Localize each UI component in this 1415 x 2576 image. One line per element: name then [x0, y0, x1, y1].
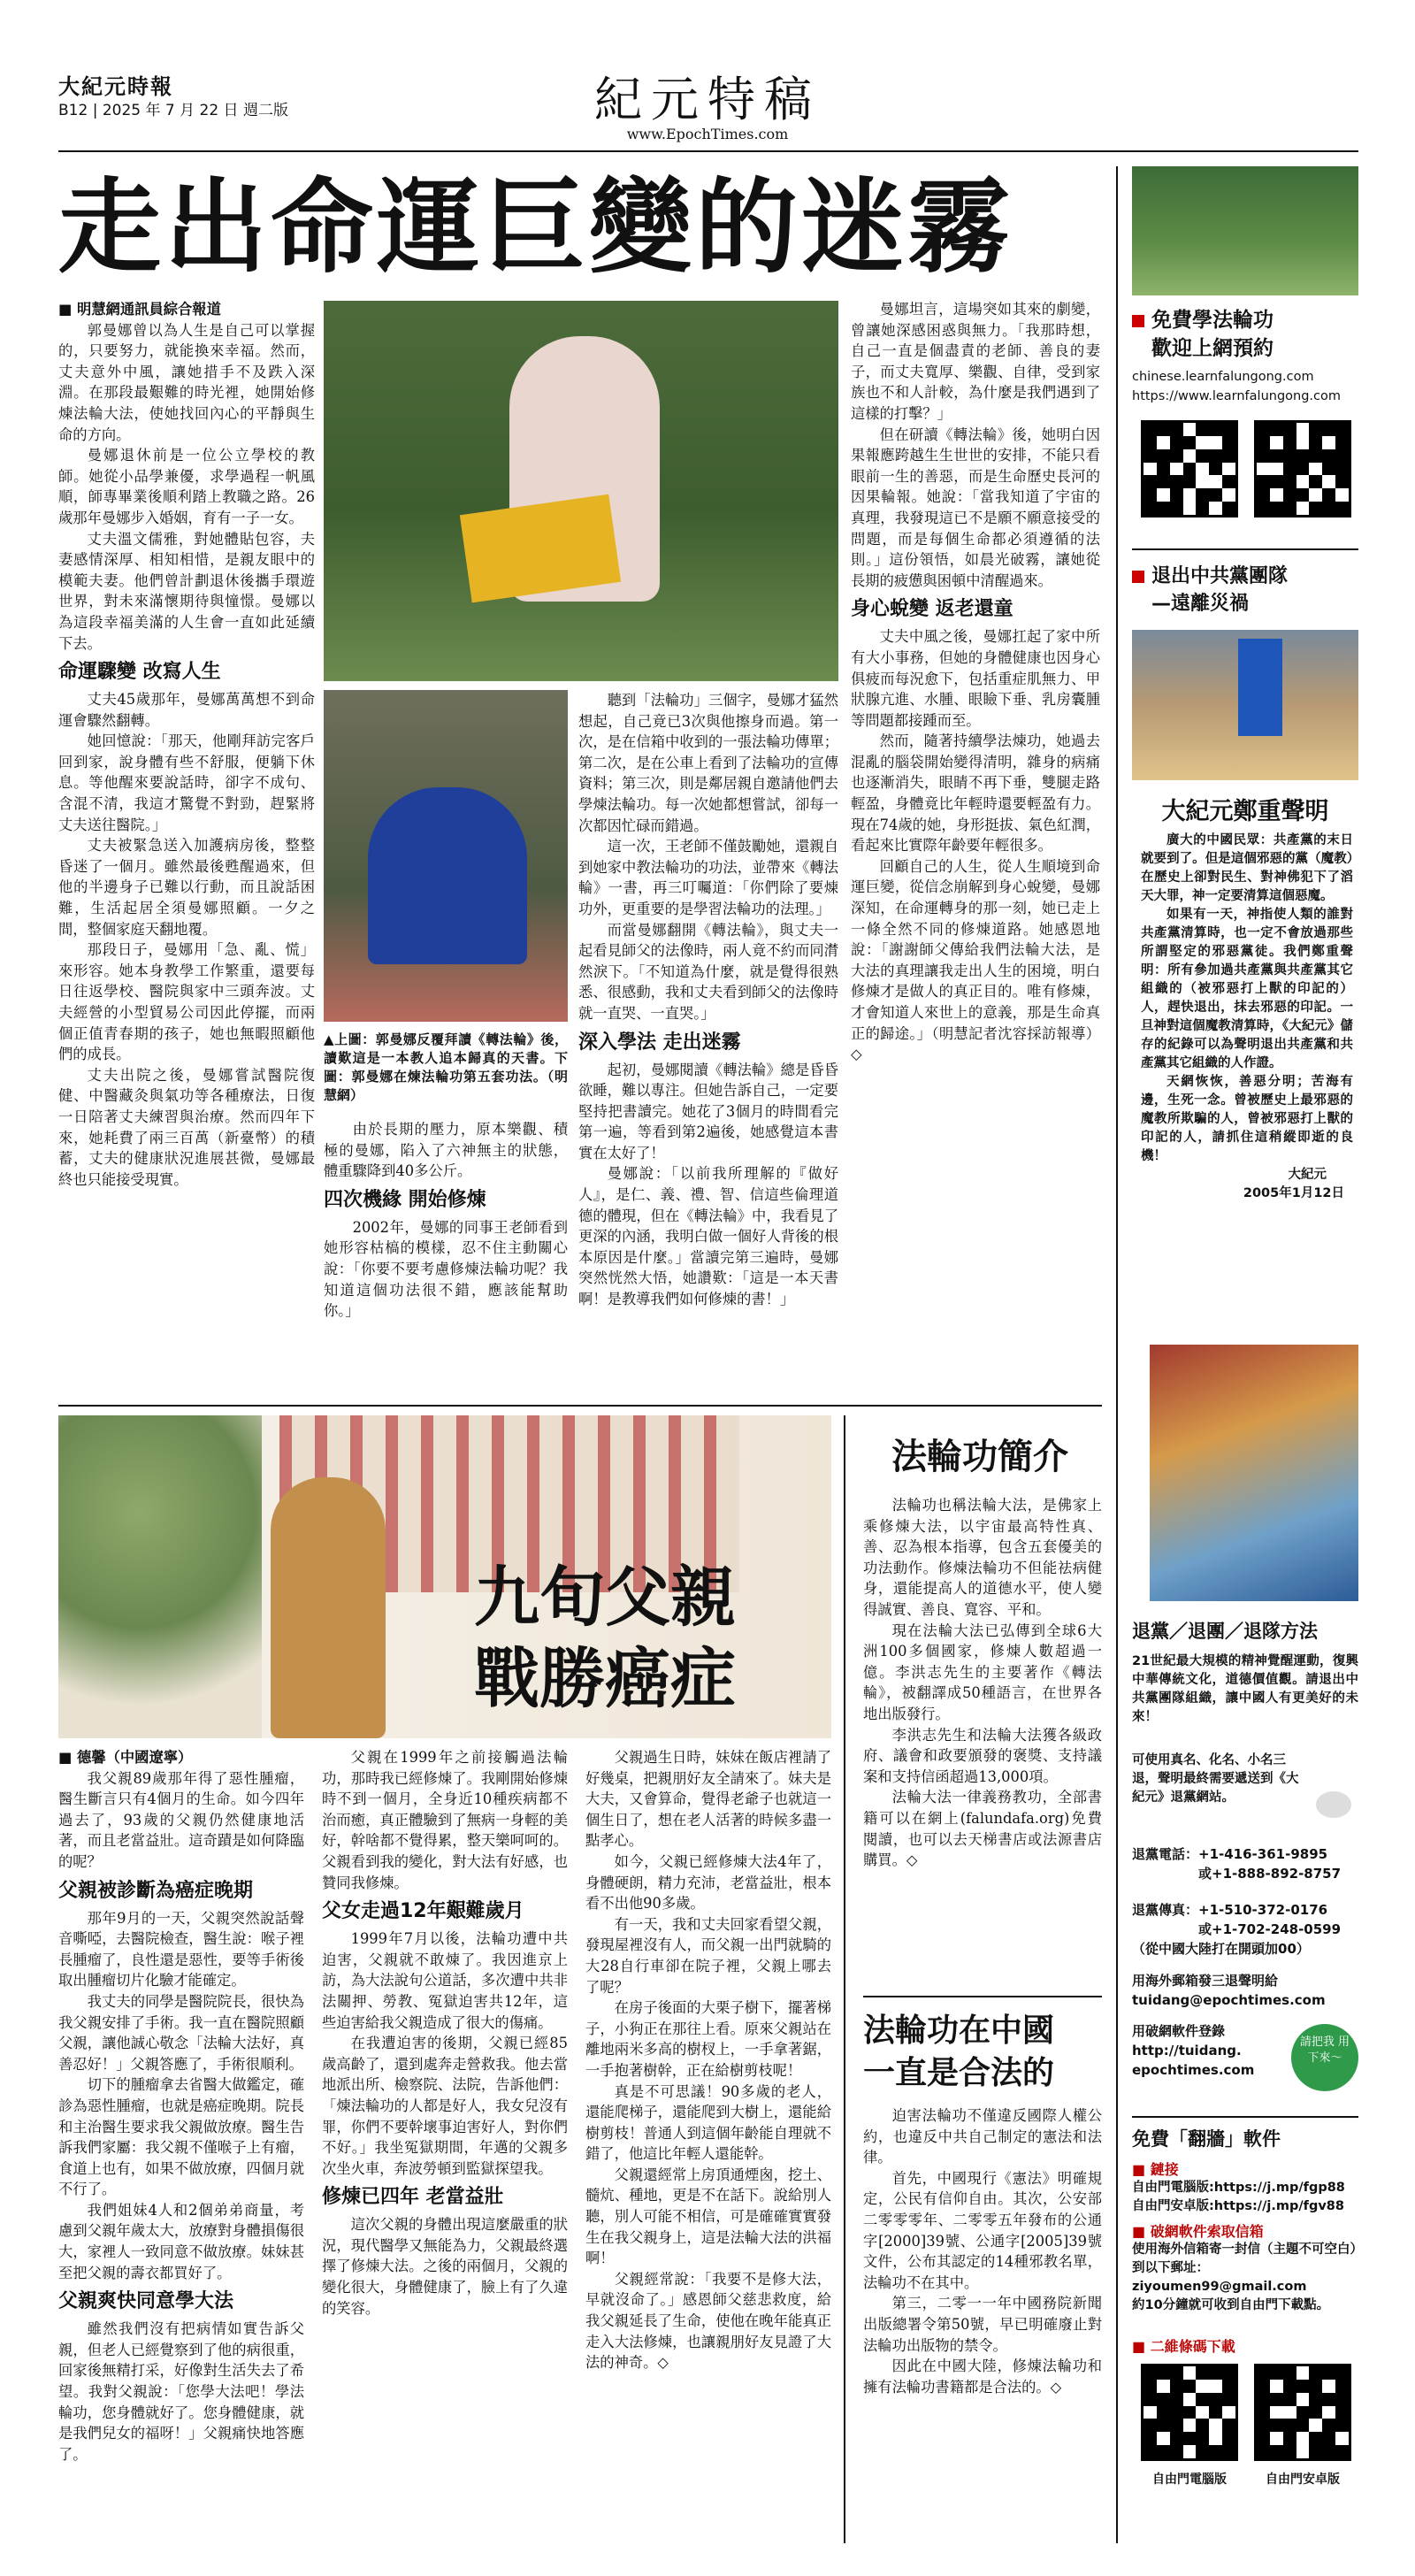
section-title: 紀元特稿 — [594, 72, 821, 127]
article1-byline: ■ 明慧網通訊員綜合報道 — [58, 301, 221, 318]
fax-note: （從中國大陸打在開頭加00） — [1132, 1941, 1310, 1957]
paragraph: 第三，二零一一年中國務院新聞出版總署令第50號，早已明確廢止對法輪功出版物的禁令。 — [863, 2295, 1102, 2354]
subhead: 四次機緣 開始修煉 — [324, 1188, 486, 1211]
meditation-photo — [324, 690, 568, 1022]
quit-fax — [1132, 1900, 1358, 1959]
subhead: 父女走過12年艱難歲月 — [322, 1900, 524, 1923]
request-note: 約10分鐘就可收到自由門下載點。 — [1132, 2298, 1330, 2312]
paragraph: 然而，隨著持續學法煉功，她過去混亂的腦袋開始變得清明，雜身的病痛也逐漸消失，眼睛不再下垂，雙腿走路輕盈，身體竟比年輕時還要輕盈有力。現在74歲的她，身形挺拔、氣色紅潤，看起來比實際年齡要年輕很多。 — [851, 732, 1100, 855]
article1-column-3 — [578, 690, 838, 1396]
paragraph: 丈夫中風之後，曼娜扛起了家中所有大小事務，但她的身體健康也因身心俱疲而每況愈下，包括重症肌無力、甲狀腺亢進、水腫、眼瞼下垂、乳房囊腫等問題都接踵而至。 — [851, 628, 1100, 729]
request-title: ■ 破網軟件索取信箱 — [1132, 2223, 1264, 2240]
sidebar-rule — [1132, 2116, 1358, 2118]
legal-divider — [863, 1996, 1102, 1997]
article2-headline — [474, 1557, 828, 1720]
subhead: 父親被診斷為癌症晚期 — [58, 1879, 254, 1902]
quit-party-title-line1: 退出中共黨團隊 — [1132, 563, 1358, 590]
paragraph: 廣大的中國民眾：共產黨的末日就要到了。但是這個邪惡的黨（魔教）在歷史上卻對民生、對神佛犯下了滔天大罪，神一定要清算這個惡魔。 — [1141, 833, 1353, 903]
reading-photo — [324, 301, 838, 681]
statement-title: 大紀元鄭重聲明 — [1161, 798, 1329, 825]
learn-url-1[interactable]: chinese.learnfalungong.com — [1132, 370, 1314, 384]
quit-software — [1132, 2021, 1291, 2080]
painting-image — [1150, 1345, 1358, 1601]
illustration-banner — [58, 1415, 831, 1738]
phone-line: 退黨電話：+1-416-361-9895 — [1132, 1846, 1328, 1862]
paragraph: 天網恢恢，善惡分明；苦海有邊，生死一念。曾被歷史上最邪惡的魔教所欺騙的人，曾被邪惡打上獸的印記的人，請抓住這稍縱即逝的良機！ — [1141, 1075, 1353, 1163]
article2-column-3 — [585, 1747, 831, 2543]
article2-headline-line2: 戰勝癌症 — [474, 1641, 736, 1717]
quit-method-text: 21世紀最大規模的精神覺醒運動，復興中華傳統文化，道德價值觀。請退出中共黨團隊組織，讓中國人有更美好的未來！ — [1132, 1654, 1358, 1724]
statement-body — [1141, 832, 1353, 1203]
paragraph: 起初，曼娜閱讀《轉法輪》總是昏昏欲睡，難以專注。但她告訴自己，一定要堅持把書讀完。她花了3個月的時間看完第一遍，等看到第2遍後，她感覺這本書實在太好了！ — [578, 1061, 838, 1162]
paragraph: 有一天，我和丈夫回家看望父親，發現屋裡沒有人，而父親一出門就騎的大28自行車卻在院子裡，父親上哪去了呢？ — [585, 1915, 831, 1996]
software-url-2[interactable]: epochtimes.com — [1132, 2062, 1255, 2078]
free-learn-title-line2: 歡迎上網預約 — [1151, 337, 1274, 360]
paragraph: 切下的腫瘤拿去省醫大做鑑定，確診為惡性腫瘤，也就是癌症晚期。院長和主治醫生要求我父親做放療。醫生告訴我們家屬：我父親不僅喉子上有瘤，食道上也有，如果不做放療，四個月就不行了。 — [58, 2076, 304, 2198]
paragraph: 我父親89歲那年得了惡性腫瘤，醫生斷言只有4個月的生命。如今四年過去了，93歲的父親仍然健康地活著，而且老當益壯。這奇蹟是如何降臨的呢？ — [58, 1769, 304, 1870]
paragraph: 那段日子，曼娜用「急、亂、慌」來形容。她本身教學工作繁重，還要每日往返學校、醫院與家中三頭奔波。丈夫經營的小型貿易公司因此停擺，而兩個正值青春期的孩子，她也無暇照顧他們的成長。 — [58, 941, 315, 1063]
paragraph: 法輪功也稱法輪大法，是佛家上乘修煉大法，以宇宙最高特性真、善、忍為根本指導，包含五套優美的功法動作。修煉法輪功不但能祛病健身，還能提高人的道德水平，使人變得誠實、善良、寬容、平和。 — [863, 1497, 1102, 1618]
sidebar-rule — [1132, 548, 1358, 550]
paragraph: 因此在中國大陸，修煉法輪功和擁有法輪功書籍都是合法的。◇ — [863, 2358, 1102, 2396]
statement-sign: 大紀元 — [1288, 1168, 1327, 1182]
paragraph: 父親在1999年之前接觸過法輪功，那時我已經修煉了。我剛開始修煉時不到一個月，全身近10種疾病都不治而癒，真正體驗到了無病一身輕的美好，幹啥都不覺得累，整天樂呵呵的。父親看到我的變化，對大法有好感，也贊同我修煉。 — [322, 1749, 568, 1891]
qr-label-android: 自由門安卓版 — [1266, 2472, 1340, 2487]
article1-column-4 — [851, 299, 1100, 1396]
article-divider — [58, 1405, 1102, 1407]
paragraph: 在房子後面的大栗子樹下，擺著梯子，小狗正在那往上看。原來父親站在離地兩米多高的樹杈上，一手拿著鋸，一手抱著樹幹，正在給樹剪枝呢！ — [585, 1999, 831, 2079]
request-text: 使用海外信箱寄一封信（主題不可空白）到以下郵址： — [1132, 2242, 1357, 2275]
page-info: B12 | 2025 年 7 月 22 日 週二版 — [58, 102, 288, 119]
site-url: www.EpochTimes.com — [626, 126, 789, 142]
article2-column-2 — [322, 1747, 568, 2543]
paragraph: 但在研讀《轉法輪》後，她明白因果報應跨越生生世世的安排，不能只看眼前一生的善惡，而是生命歷史長河的因果輪報。她說：「當我知道了宇宙的真理，我發現這已不是願不願意接受的問題，而是每個生命都必須遵循的法則。」這份領悟，如晨光破霧，讓她從長期的疲憊與困頓中清醒過來。 — [851, 426, 1100, 589]
paragraph: 雖然我們沒有把病情如實告訴父親，但老人已經覺察到了他的病很重，回家後無精打采，好像對生活失去了希望。我對父親說：「您學大法吧！學法輪功，您身體就好了。您身體健康，就是我們兒女的福呀！」父親痛快地答應了。 — [58, 2320, 304, 2463]
intro-title: 法輪功簡介 — [891, 1437, 1068, 1477]
free-learn-title-line1: 免費學法輪功 — [1132, 306, 1358, 334]
paragraph: 李洪志先生和法輪大法獲各級政府、議會和政要頒發的褒獎、支持議案和支持信函超過13,000項。 — [863, 1726, 1102, 1785]
article2-headline-line1: 九旬父親 — [474, 1560, 736, 1636]
learn-url-2[interactable]: https://www.learnfalungong.com — [1132, 389, 1342, 403]
dove-icon — [1316, 1791, 1351, 1818]
subhead: 深入學法 走出迷霧 — [578, 1031, 741, 1054]
parade-photo — [1132, 630, 1358, 780]
paragraph: 丈夫溫文儒雅，對她體貼包容，夫妻感情深厚、相知相惜，是親友眼中的模範夫妻。他們曾計劃退休後攜手環遊世界，對未來滿懷期待與憧憬。曼娜以為這段幸福美滿的人生會一直如此延續下去。 — [58, 530, 315, 652]
links-title: ■ 鏈接 — [1132, 2161, 1179, 2178]
qr-code-1 — [1141, 420, 1238, 518]
subhead: 父親爽快同意學大法 — [58, 2290, 234, 2313]
email-address[interactable]: tuidang@epochtimes.com — [1132, 1992, 1326, 2008]
qr-code-desktop — [1141, 2364, 1238, 2461]
parade-banner — [1238, 639, 1282, 736]
meditation-photo-person — [368, 787, 527, 964]
subhead: 命運驟變 改寫人生 — [58, 661, 221, 684]
phone-line-2: 或+1-888-892-8757 — [1198, 1866, 1342, 1882]
paragraph: 迫害法輪功不僅違反國際人權公約，也違反中共自己制定的憲法和法律。 — [863, 2107, 1102, 2166]
paragraph: 父親經常說：「我要不是修大法，早就沒命了。」感恩師父慈悲救度，給我父親延長了生命，使他在晚年能真正走入大法修煉，也讓親朋好友見證了大法的神奇。◇ — [585, 2270, 831, 2372]
statement-date: 2005年1月12日 — [1243, 1186, 1344, 1200]
column-divider — [844, 1415, 845, 2543]
paragraph: 曼娜退休前是一位公立學校的教師。她從小品學兼優，求學過程一帆風順，師專畢業後順利踏上教職之路。26歲那年曼娜步入婚姻，育有一子一女。 — [58, 447, 315, 526]
quit-party-title — [1132, 563, 1358, 617]
father-illustration — [271, 1477, 386, 1738]
subhead: 身心蛻變 返老還童 — [851, 598, 1013, 621]
qr-code-2 — [1254, 420, 1351, 518]
paragraph: 那年9月的一天，父親突然說話聲音嘶啞，去醫院檢查，醫生說：喉子裡長腫瘤了，良性還是惡性，要等手術後取出腫瘤切片化驗才能確定。 — [58, 1909, 304, 1990]
quit-phone — [1132, 1844, 1358, 1883]
email-label: 用海外郵箱發三退聲明給 — [1132, 1973, 1279, 1989]
paragraph: 2002年，曼娜的同事王老師看到她形容枯槁的模樣，忍不住主動關心說：「你要不要考慮修煉法輪功呢？我知道這個功法很不錯，應該能幫助你。」 — [324, 1218, 568, 1320]
legal-title-line1: 法輪功在中國 — [863, 2012, 1055, 2049]
masthead-logo: 大紀元時報 — [58, 73, 173, 99]
paragraph: 郭曼娜曾以為人生是自己可以掌握的，只要努力，就能換來幸福。然而，丈夫意外中風，讓她措手不及跌入深淵。在那段最艱難的時光裡，她開始修煉法輪大法，使她找回內心的平靜與生命的方向。 — [58, 321, 315, 443]
paragraph: 如今，父親已經修煉大法4年了，身體硬朗，精力充沛，老當益壯，根本看不出他90多歲。 — [585, 1852, 831, 1913]
red-square-icon — [1132, 571, 1144, 583]
photo-caption: ▲上圖：郭曼娜反覆拜讀《轉法輪》後，讀歎這是一本教人追本歸真的天書。下圖：郭曼娜在煉法輪功第五套功法。（明慧網） — [324, 1031, 568, 1103]
paragraph: 在我遭迫害的後期，父親已經85歲高齡了，還到處奔走營救我。他去當地派出所、檢察院、法院，告訴他們：「煉法輪功的人都是好人，我女兒沒有罪，你們不要幹壞事迫害好人，對你們不好。」我坐冤獄期間，年邁的父親多次坐火車，奔波勞頓到監獄探望我。 — [322, 2035, 568, 2177]
legal-title-line2: 一直是合法的 — [863, 2055, 1055, 2091]
paragraph: 回顧自己的人生，從人生順境到命運巨變，從信念崩解到身心蛻變，曼娜深知，在命運轉身的那一刻，她已走上一條全然不同的修煉道路。她感恩地說：「謝謝師父傳給我們法輪大法，是大法的真理讓我走出人生的困境，明白修煉才是做人的真正目的。唯有修煉，才會知道人來世上的意義，那是生命真正的歸途。」（明慧記者沈容採訪報導）◇ — [851, 857, 1100, 1063]
paragraph: 聽到「法輪功」三個字，曼娜才猛然想起，自己竟已3次與他擦身而過。第一次，是在信箱中收到的一張法輪功傳單；第二次，是在公車上看到了法輪功的宣傳資料；第三次，則是鄰居親自邀請他們去學煉法輪功。每一次她都想嘗試，卻每一次都因忙碌而錯過。 — [578, 692, 838, 834]
paragraph: 她回憶說：「那天，他剛拜訪完客戶回到家，說身體有些不舒服，便躺下休息。等他醒來要說話時，卻字不成句、含混不清，我這才驚覺不對勁，趕緊將丈夫送往醫院。」 — [58, 732, 315, 833]
mascot-bubble: 請把我 用下來～ — [1291, 2024, 1358, 2091]
quit-party-title-line2: —遠離災禍 — [1151, 593, 1250, 615]
link-android[interactable]: 自由門安卓版:https://j.mp/fgv88 — [1132, 2199, 1344, 2213]
article1-headline: 走出命運巨變的迷霧 — [58, 168, 1013, 288]
free-learn-title — [1132, 306, 1358, 363]
quit-method-title: 退黨／退團／退隊方法 — [1132, 1621, 1318, 1642]
fax-line: 退黨傳真：+1-510-372-0176 — [1132, 1902, 1328, 1918]
paragraph: 真是不可思議！90多歲的老人，還能爬梯子，還能爬到大樹上，還能給樹剪枝！普通人到這個年齡能自理就不錯了，他這比年輕人還能幹。 — [585, 2082, 831, 2163]
article1-column-2 — [324, 1119, 568, 1396]
paragraph: 父親過生日時，妹妹在飯店裡請了好幾桌，把親朋好友全請來了。妹夫是大夫，又會算命，覺得老爺子也就這一個生日了，想在老人活著的時候多盡一點孝心。 — [585, 1749, 831, 1850]
sidebar-divider — [1116, 166, 1118, 2543]
legal-body — [863, 2105, 1102, 2543]
paragraph: 1999年7月以後，法輪功遭中共迫害，父親就不敢煉了。我因進京上訪，為大法說句公道話，多次遭中共非法關押、勞教、冤獄迫害共12年，這些迫害給我父親造成了很大的傷痛。 — [322, 1930, 568, 2031]
article1-column-1 — [58, 299, 315, 1396]
legal-title — [863, 2010, 1102, 2095]
qr-code-android — [1254, 2364, 1351, 2461]
paragraph: 我丈夫的同學是醫院院長，很快為我父親安排了手術。我一直在醫院照顧父親，讓他誠心敬念「法輪大法好，真善忍好！」父親答應了，手術很順利。 — [58, 1992, 304, 2073]
paragraph: 曼娜說：「以前我所理解的『做好人』，是仁、義、禮、智、信這些倫理道德的體現，但在《轉法輪》中，我看見了更深的內涵，我明白做一個好人背後的根本原因是什麼。」當讀完第三遍時，曼娜突然恍然大悟，她讚歎：「這是一本天書啊！是教導我們如何修煉的書！」 — [578, 1165, 838, 1308]
paragraph: 我們姐妹4人和2個弟弟商量，考慮到父親年歲太大，放療對身體損傷很大，家裡人一致同意不做放療。妹妹甚至把父親的壽衣都買好了。 — [58, 2201, 304, 2281]
subhead: 修煉已四年 老當益壯 — [322, 2186, 504, 2209]
practice-photo — [1132, 166, 1358, 295]
paragraph: 這次父親的身體出現這麼嚴重的狀況，現代醫學又無能為力，父親最終選擇了修煉大法。之後的兩個月，父親的變化很大，身體健康了，臉上有了久違的笑容。 — [322, 2216, 568, 2317]
request-section — [1132, 2222, 1358, 2315]
tree-illustration — [58, 1415, 262, 1738]
paragraph: 現在法輪大法已弘傳到全球6大洲100多個國家，修煉人數超過一億。李洪志先生的主要著作《轉法輪》，被翻譯成50種語言，在世界各地出版發行。 — [863, 1622, 1102, 1722]
paragraph: 丈夫被緊急送入加護病房後，整整昏迷了一個月。雖然最後甦醒過來，但他的半邊身子已難以行動，而且說話困難，生活起居全須曼娜照顧。一夕之間，整個家庭天翻地覆。 — [58, 837, 315, 938]
qr-title: ■ 二維條碼下載 — [1132, 2338, 1235, 2355]
paragraph: 丈夫45歲那年，曼娜萬萬想不到命運會驟然翻轉。 — [58, 691, 315, 729]
paragraph: 父親還經常上房頂通煙囪，挖土、髓炕、種地，更是不在話下。說給別人聽，別人可能不相信，可是確確實實發生在我父親身上，這是法輪大法的洪福啊！ — [585, 2166, 831, 2267]
software-url-1[interactable]: http://tuidang. — [1132, 2043, 1242, 2058]
article2-column-1 — [58, 1747, 304, 2543]
paragraph: 這一次，王老師不僅鼓勵她，還親自到她家中教法輪功的功法，並帶來《轉法輪》一書，再三叮囑道：「你們除了要煉功外，更重要的是學習法輪功的法理。」 — [578, 838, 838, 917]
masthead-rule — [58, 150, 1358, 152]
article2-byline: ■ 德馨（中國遼寧） — [58, 1749, 193, 1766]
paragraph: 如果有一天，神指使人類的誰對共產黨清算時，也一定不會放過那些所謂堅定的邪惡黨徒。我們鄭重聲明：所有參加過共產黨與共產黨其它組織的（被邪惡打上獸的印記的）人，趕快退出，抹去邪惡的印記。一旦神對這個魔教清算時，《大紀元》儲存的紀錄可以為聲明退出共產黨和共產黨其它組織的人作證。 — [1141, 908, 1353, 1070]
red-square-icon — [1132, 315, 1144, 327]
links-section — [1132, 2160, 1358, 2216]
paragraph: 曼娜坦言，這場突如其來的劇變，曾讓她深感困惑與無力。「我那時想，自己一直是個盡責的老師、善良的妻子，而丈夫寬厚、樂觀、自律，受到家族也不和人計較，為什麼是我們遇到了這樣的打擊？」 — [851, 301, 1100, 422]
free-software-title: 免費「翻牆」軟件 — [1132, 2128, 1281, 2150]
qr-label-desktop: 自由門電腦版 — [1152, 2472, 1227, 2487]
software-label: 用破網軟件登錄 — [1132, 2023, 1226, 2039]
intro-body — [863, 1495, 1102, 1990]
request-email[interactable]: ziyoumen99@gmail.com — [1132, 2280, 1307, 2294]
paragraph: 丈夫出院之後，曼娜嘗試醫院復健、中醫藏灸與氣功等各種療法，日復一日陪著丈夫練習與治療。然而四年下來，她耗費了兩三百萬（新臺幣）的積蓄，丈夫的健康狀況進展甚微，曼娜最終也只能接受現實。 — [58, 1066, 315, 1188]
paragraph: 法輪大法一律義務教功，全部書籍可以在網上(falundafa.org)免費閱讀，也可以去天梯書店或法源書店購買。◇ — [863, 1789, 1102, 1869]
quit-method-note: 可使用真名、化名、小名三退，聲明最終需要遞送到《大紀元》退黨網站。 — [1132, 1753, 1299, 1805]
fax-line-2: 或+1-702-248-0599 — [1198, 1921, 1342, 1937]
paragraph: 首先，中國現行《憲法》明確規定，公民有信仰自由。其次，公安部二零零零年、二零零五年發布的公通字[2000]39號、公通字[2005]39號文件，公布其認定的14種邪教名單，法輪功不在其中。 — [863, 2169, 1102, 2291]
quit-email — [1132, 1971, 1358, 2010]
paragraph: 由於長期的壓力，原本樂觀、積極的曼娜，陷入了六神無主的狀態，體重驟降到40多公斤。 — [324, 1121, 568, 1180]
link-desktop[interactable]: 自由門電腦版:https://j.mp/fgp88 — [1132, 2181, 1345, 2195]
paragraph: 而當曼娜翻開《轉法輪》，與丈夫一起看見師父的法像時，兩人竟不約而同潸然淚下。「不知道為什麼，就是覺得很熟悉、很感動，我和丈夫看到師父的法像時就一直哭、一直哭。」 — [578, 921, 838, 1022]
